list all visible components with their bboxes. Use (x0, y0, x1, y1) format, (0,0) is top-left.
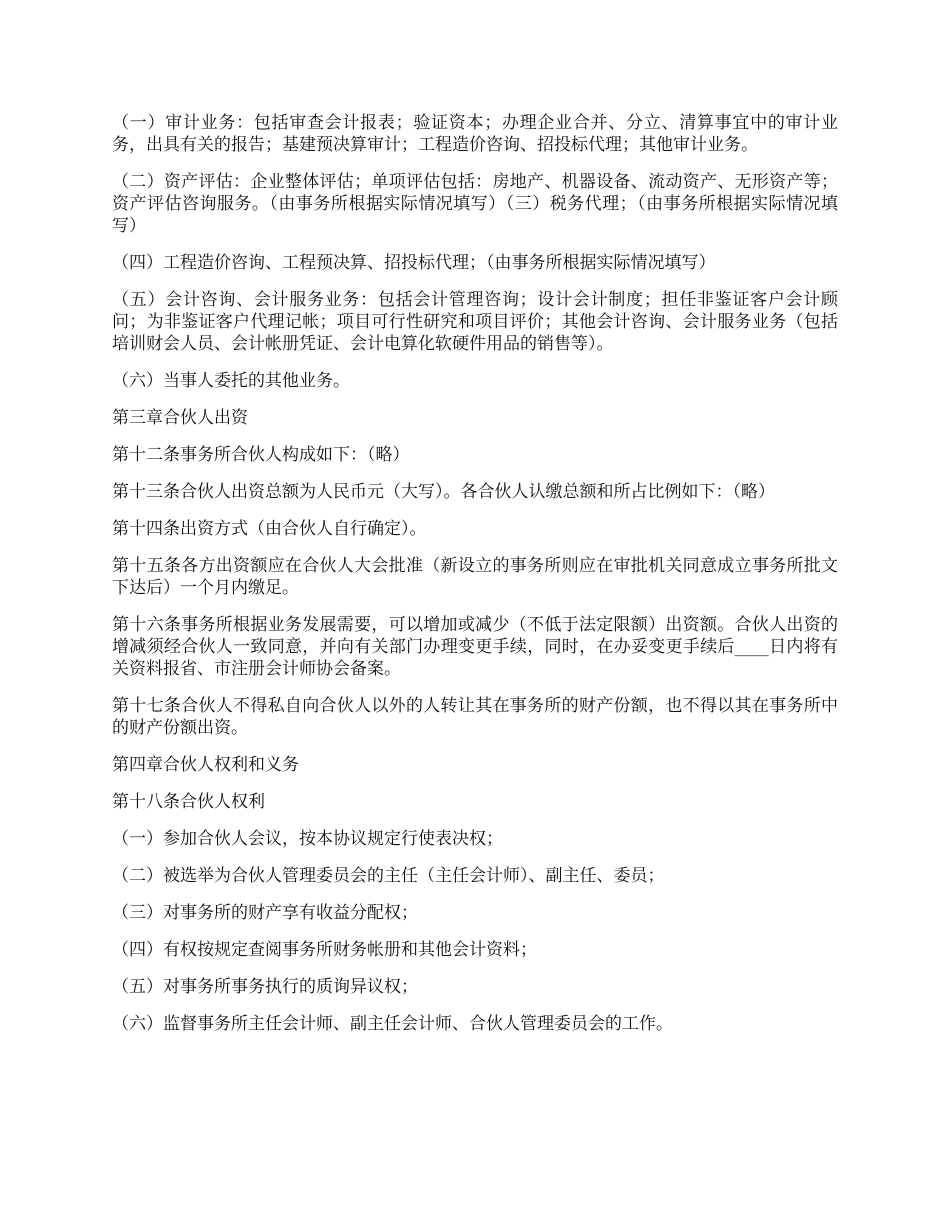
right-item-3: （三）对事务所的财产享有收益分配权； (112, 903, 418, 923)
article-14: 第十四条出资方式（由合伙人自行确定）。 (112, 519, 427, 539)
right-item-6: （六）监督事务所主任会计师、副主任会计师、合伙人管理委员会的工作。 (112, 1014, 673, 1034)
paragraph-other-business: （六）当事人委托的其他业务。 (112, 371, 350, 391)
article-13: 第十三条合伙人出资总额为人民币元（大写）。各合伙人认缴总额和所占比例如下：（略） (112, 482, 775, 502)
article-15: 第十五条各方出资额应在合伙人大会批准（新设立的事务所则应在审批机关同意成立事务所批文下达后）一个月内缴足。 (112, 556, 838, 598)
article-18: 第十八条合伙人权利 (112, 792, 265, 812)
right-item-2: （二）被选举为合伙人管理委员会的主任（主任会计师）、副主任、委员； (112, 866, 665, 886)
paragraph-audit-business: （一）审计业务：包括审查会计报表；验证资本；办理企业合并、分立、清算事宜中的审计业务，出具有关的报告；基建预决算审计；工程造价咨询、招投标代理；其他审计业务。 (112, 113, 838, 155)
chapter-heading-4: 第四章合伙人权利和义务 (112, 755, 299, 775)
article-12: 第十二条事务所合伙人构成如下：（略） (112, 445, 410, 465)
chapter-heading-3: 第三章合伙人出资 (112, 408, 248, 428)
article-17: 第十七条合伙人不得私自向合伙人以外的人转让其在事务所的财产份额，也不得以其在事务所中的财产份额出资。 (112, 696, 838, 738)
right-item-5: （五）对事务所事务执行的质询异议权； (112, 977, 418, 997)
right-item-4: （四）有权按规定查阅事务所财务帐册和其他会计资料； (112, 940, 537, 960)
paragraph-asset-valuation: （二）资产评估：企业整体评估；单项评估包括：房地产、机器设备、流动资产、无形资产等；资产评估咨询服务。（由事务所根据实际情况填写）（三）税务代理；（由事务所根据实际情况填写） (112, 172, 838, 236)
right-item-1: （一）参加合伙人会议，按本协议规定行使表决权； (112, 829, 503, 849)
article-16: 第十六条事务所根据业务发展需要，可以增加或减少（不低于法定限额）出资额。合伙人出资的增减须经合伙人一致同意，并向有关部门办理变更手续，同时，在办妥变更手续后____日内将有关资料报省、市注册会计师协会备案。 (112, 615, 838, 679)
paragraph-accounting-consulting: （五）会计咨询、会计服务业务：包括会计管理咨询；设计会计制度；担任非鉴证客户会计顾问；为非鉴证客户代理记帐；项目可行性研究和项目评价；其他会计咨询、会计服务业务（包括培训财会人员、会计帐册凭证、会计电算化软硬件用品的销售等）。 (112, 290, 838, 354)
document-page (112, 112, 838, 1050)
paragraph-cost-consulting: （四）工程造价咨询、工程预决算、招投标代理；（由事务所根据实际情况填写） (112, 253, 716, 273)
